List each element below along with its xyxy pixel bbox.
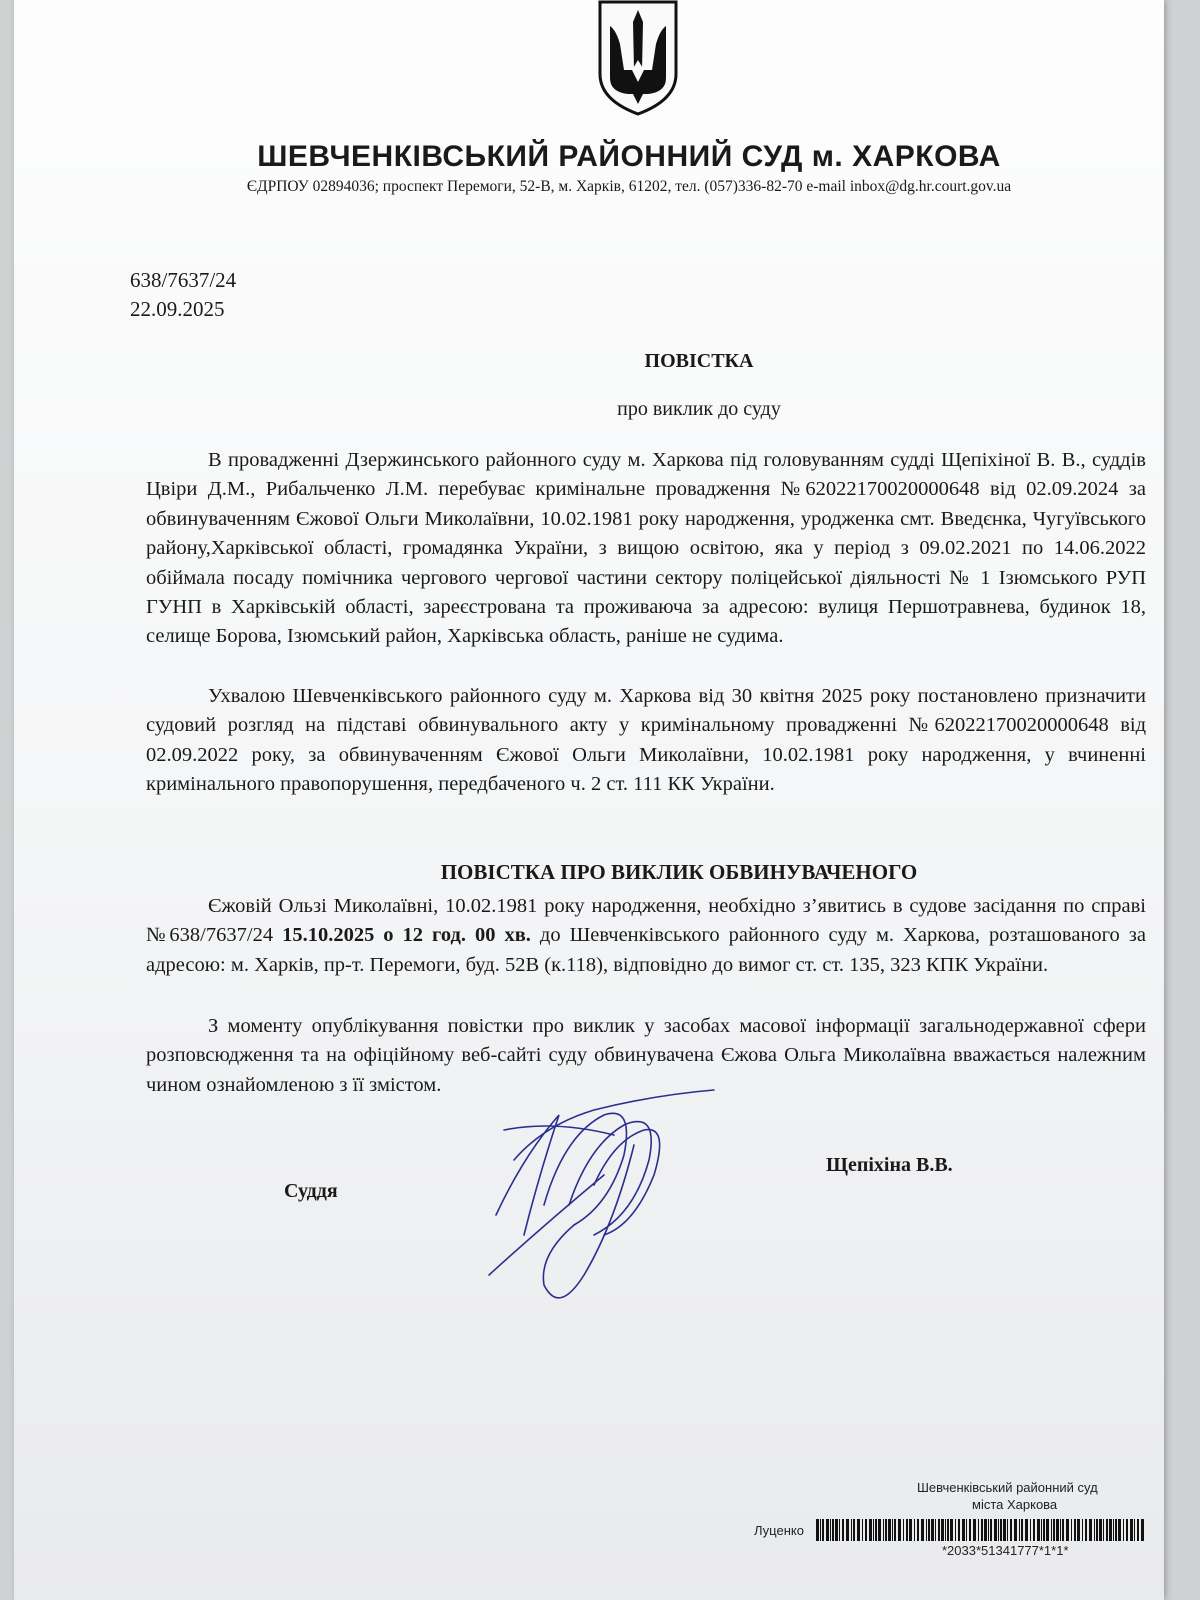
barcode-bar [1041,1519,1042,1541]
barcode-bar [945,1519,946,1541]
barcode-bar [1123,1519,1124,1541]
summons-text-start: Єжовій Ользі Миколаївні, 10.02.1981 року народження, необхідно з’явитись в судове засідання по справі №638/7637/24 [146,895,1146,947]
barcode-bar [998,1519,999,1541]
barcode-bar [869,1519,872,1541]
barcode-bar [1113,1519,1114,1541]
barcode-bar [921,1519,924,1541]
coat-of-arms-icon [596,0,680,116]
stamp-barcode-code: *2033*51341777*1*1* [942,1543,1069,1558]
barcode-bar [846,1519,849,1541]
barcode-icon [816,1519,1146,1541]
barcode-bar [851,1519,852,1541]
barcode-bar [966,1519,967,1541]
signer-name: Щепіхіна В.В. [826,1154,953,1176]
barcode-bar [1007,1519,1008,1541]
barcode-bar [862,1519,863,1541]
barcode-bar [1141,1519,1144,1541]
barcode-bar [981,1519,983,1541]
barcode-bar [1118,1519,1121,1541]
document-subtitle: про виклик до суду [617,398,781,420]
barcode-bar [926,1519,927,1541]
barcode-bar [873,1519,874,1541]
barcode-bar [1043,1519,1045,1541]
barcode-bar [1062,1519,1064,1541]
court-contact-details: ЄДРПОУ 02894036; проспект Перемоги, 52-В, м. Харків, 61202, тел. (057)336-82-70 e-mail inbox@dg.hr.court.gov.ua [246,178,1012,195]
barcode-bar [917,1519,919,1541]
barcode-bar [1103,1519,1104,1541]
barcode-bar [1060,1519,1061,1541]
stamp-clerk-name: Луценко [754,1523,804,1538]
barcode-bar [898,1519,901,1541]
paragraph-summons [146,892,1146,980]
stamp-court-line: Шевченківський районний суд [917,1480,1098,1495]
barcode-bar [1019,1519,1020,1541]
barcode-bar [878,1519,881,1541]
barcode-bar [816,1519,819,1541]
paragraph-ruling: Ухвалою Шевченківського районного суду м. Харкова від 30 квітня 2025 року постановлено призначити судовий розгляд на підставі обвинувального акту у кримінальному провадженні №62022170020000648 від 02.09.2022 року, за обвинуваченням Єжової Ольги Миколаївни, 10.02.1981 року народження, у вчиненні кримінального правопорушення, передбаченого ч. 2 ст. 111 КК України. [146,685,1146,796]
case-meta [130,266,236,324]
barcode-bar [1130,1519,1133,1541]
barcode-bar [962,1519,965,1541]
signer-role: Суддя [284,1180,338,1202]
handwritten-signature [484,1085,734,1315]
section-title: ПОВІСТКА ПРО ВИКЛИК ОБВИНУВАЧЕНОГО [440,860,918,884]
barcode-bar [1037,1519,1040,1541]
hearing-datetime: 15.10.2025 о 12 год. 00 хв. [282,924,531,947]
barcode-bar [865,1519,867,1541]
barcode-bar [885,1519,887,1541]
barcode-bar [1077,1519,1080,1541]
barcode-bar [973,1519,976,1541]
barcode-bar [984,1519,987,1541]
barcode-bar [875,1519,877,1541]
barcode-bar [822,1519,824,1541]
barcode-bar [842,1519,844,1541]
barcode-bar [1074,1519,1076,1541]
barcode-bar [1010,1519,1012,1541]
barcode-bar [928,1519,930,1541]
barcode-bar [1000,1519,1002,1541]
barcode-bar [914,1519,915,1541]
barcode-bar [1115,1519,1117,1541]
barcode-bar [1030,1519,1031,1541]
barcode-bar [1106,1519,1108,1541]
barcode-bar [1134,1519,1135,1541]
barcode-bar [947,1519,949,1541]
barcode-bar [894,1519,896,1541]
barcode-bar [988,1519,989,1541]
barcode-bar [892,1519,893,1541]
barcode-bar [1025,1519,1028,1541]
barcode-bar [857,1519,860,1541]
barcode-bar [839,1519,840,1541]
barcode-bar [835,1519,838,1541]
barcode-bar [950,1519,953,1541]
barcode-bar [994,1519,997,1541]
barcode-bar [1137,1519,1139,1541]
barcode-bar [938,1519,940,1541]
barcode-bar [1053,1519,1055,1541]
barcode-bar [1003,1519,1006,1541]
summons-text-end: до Шевченківського районного суду м. Харкова, розташованого за адресою: м. Харків, пр-т. Перемоги, буд. 52В (к.118), відповідно до вимог ст. ст. 135, 323 КПК України. [146,924,1146,976]
barcode-bar [955,1519,956,1541]
barcode-bar [1085,1519,1087,1541]
barcode-bar [1082,1519,1083,1541]
barcode-bar [978,1519,979,1541]
barcode-bar [941,1519,944,1541]
barcode-bar [1071,1519,1072,1541]
barcode-bar [1094,1519,1095,1541]
barcode-bar [830,1519,831,1541]
barcode-bar [888,1519,891,1541]
barcode-bar [1046,1519,1049,1541]
barcode-bar [1051,1519,1052,1541]
barcode-bar [1096,1519,1098,1541]
paragraph-case-description: В провадженні Дзержинського районного суду м. Харкова під головуванням судді Щепіхіної В. В., суддів Цвіри Д.М., Рибальченко Л.М. перебуває кримінальне провадження №62022170020000648 від 02.09.2024 за обвинуваченням Єжової Ольги Миколаївни, 10.02.1981 року народження, уродженка смт. Введєнка, Чугуївського району,Харківської області, громадянка України, з вищою освітою, яка у період з 09.02.2021 по 14.06.2022 обіймала посаду помічника чергового чергової частини сектору поліцейської діяльності № 1 Ізюмського РУП ГУНП в Харківській області, зареєстрована та проживаюча за адресою: вулиця Першотравнева, будинок 18, селище Борова, Ізюмський район, Харківська область, раніше не судима. [146,449,1146,648]
barcode-bar [820,1519,821,1541]
barcode-bar [935,1519,936,1541]
barcode-bar [906,1519,908,1541]
barcode-bar [903,1519,904,1541]
case-number: 638/7637/24 [130,268,237,292]
barcode-bar [883,1519,884,1541]
barcode-bar [969,1519,971,1541]
barcode-bar [909,1519,912,1541]
barcode-bar [1099,1519,1102,1541]
paragraph-publication-notice: З моменту опублікування повістки про виклик у засобах масової інформації загальнодержавної сфери розповсюдження та на офіційному веб-сайті суду обвинувачена Єжова Ольга Миколаївна вважається належним чином ознайомленою з її змістом. [146,1015,1146,1096]
barcode-bar [832,1519,834,1541]
document-date: 22.09.2025 [130,297,225,321]
document-page [14,0,1164,1600]
barcode-bar [1126,1519,1128,1541]
stamp-city-line: міста Харкова [972,1497,1058,1512]
barcode-bar [1089,1519,1092,1541]
barcode-bar [1033,1519,1035,1541]
document-title: ПОВІСТКА [644,350,754,372]
court-name: ШЕВЧЕНКІВСЬКИЙ РАЙОННИЙ СУД м. ХАРКОВА [257,140,1001,173]
barcode-bar [1014,1519,1017,1541]
barcode-bar [1056,1519,1059,1541]
barcode-bar [826,1519,829,1541]
barcode-bar [931,1519,934,1541]
barcode-bar [853,1519,855,1541]
barcode-bar [1066,1519,1069,1541]
barcode-bar [1021,1519,1023,1541]
barcode-bar [958,1519,960,1541]
barcode-bar [990,1519,992,1541]
barcode-bar [1109,1519,1112,1541]
